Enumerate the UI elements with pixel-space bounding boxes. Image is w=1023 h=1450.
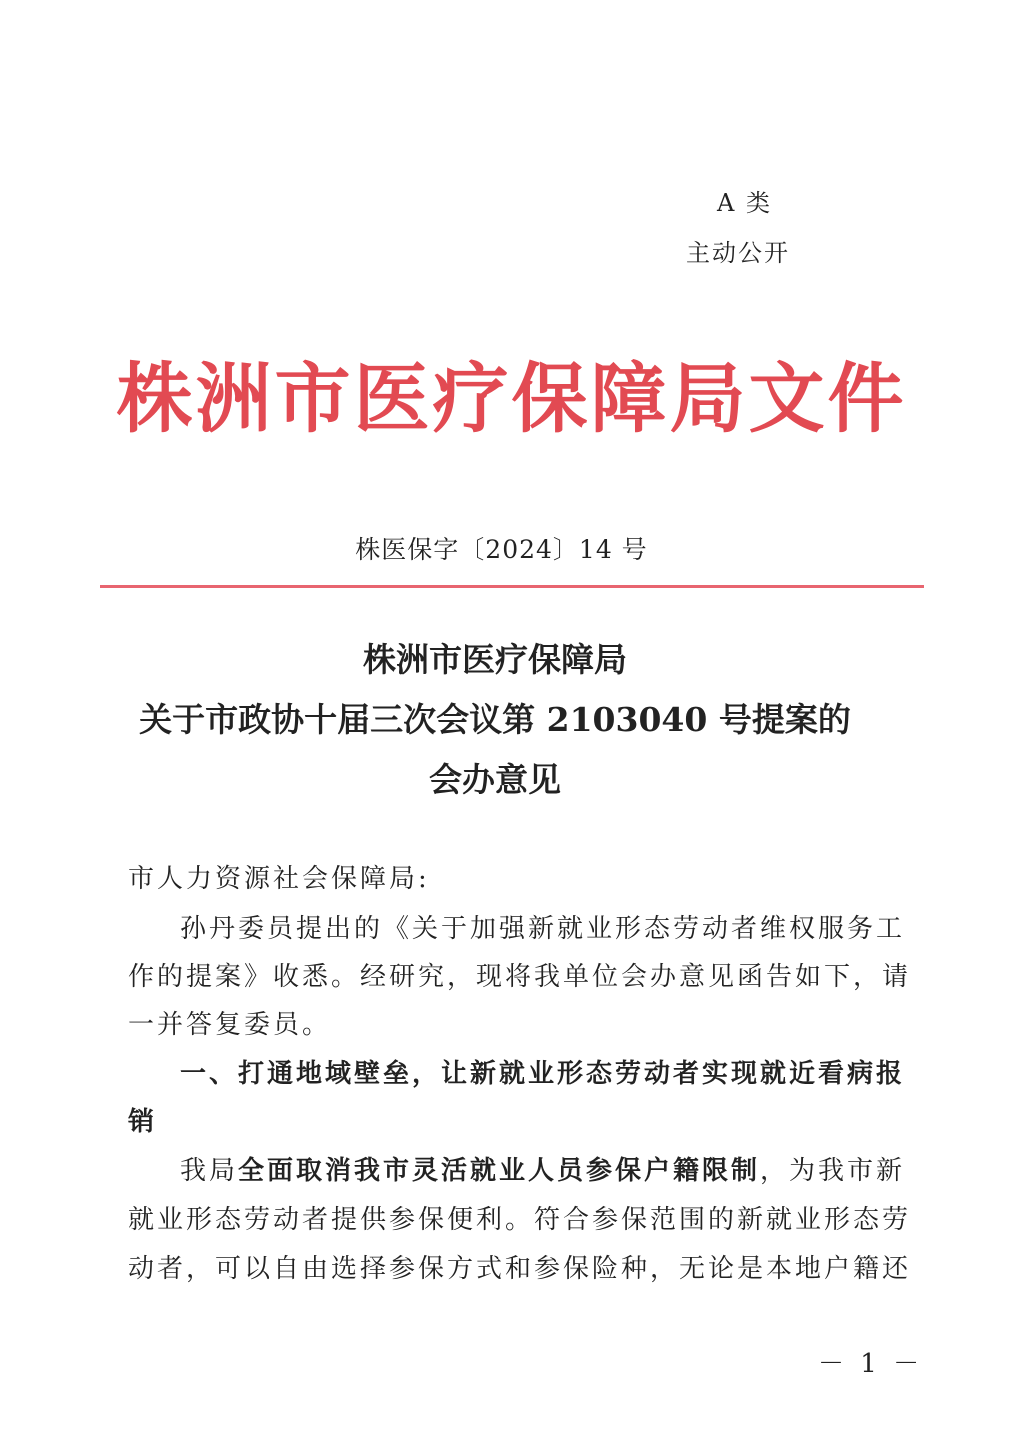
paragraph-1-line-3: 一并答复委员。 (128, 1010, 332, 1040)
title-line-1: 株洲市医疗保障局 (363, 640, 627, 679)
paragraph-2-line-3: 动者，可以自由选择参保方式和参保险种，无论是本地户籍还 (128, 1254, 912, 1284)
recipient-line: 市人力资源社会保障局: (128, 864, 430, 894)
title-line-3: 会办意见 (429, 760, 561, 799)
masthead-title: 株洲市医疗保障局文件 (116, 354, 907, 443)
paragraph-2-line-1 (180, 1156, 905, 1186)
paragraph-1-line-2: 作的提案》收悉。经研究，现将我单位会办意见函告如下，请 (128, 962, 912, 992)
paragraph-2-line-2: 就业形态劳动者提供参保便利。符合参保范围的新就业形态劳 (128, 1205, 912, 1235)
paragraph-2-lead: 我局 (180, 1156, 239, 1186)
section-heading-1-line-2: 销 (128, 1107, 158, 1137)
paragraph-2-emphasis: 全面取消我市灵活就业人员参保户籍限制 (238, 1156, 761, 1186)
section-heading-1-line-1: 一、打通地域壁垒，让新就业形态劳动者实现就近看病报 (180, 1059, 906, 1089)
document-category: A 类 (717, 189, 772, 217)
disclosure-status: 主动公开 (686, 239, 790, 267)
page-number: － 1 － (818, 1349, 924, 1379)
paragraph-2-tail: ，为我市新 (760, 1156, 906, 1186)
red-separator-rule (100, 585, 924, 588)
paragraph-1-line-1: 孙丹委员提出的《关于加强新就业形态劳动者维权服务工 (180, 914, 906, 944)
document-number: 株医保字〔2024〕14 号 (355, 535, 648, 564)
title-line-2: 关于市政协十届三次会议第 2103040 号提案的 (139, 700, 851, 739)
